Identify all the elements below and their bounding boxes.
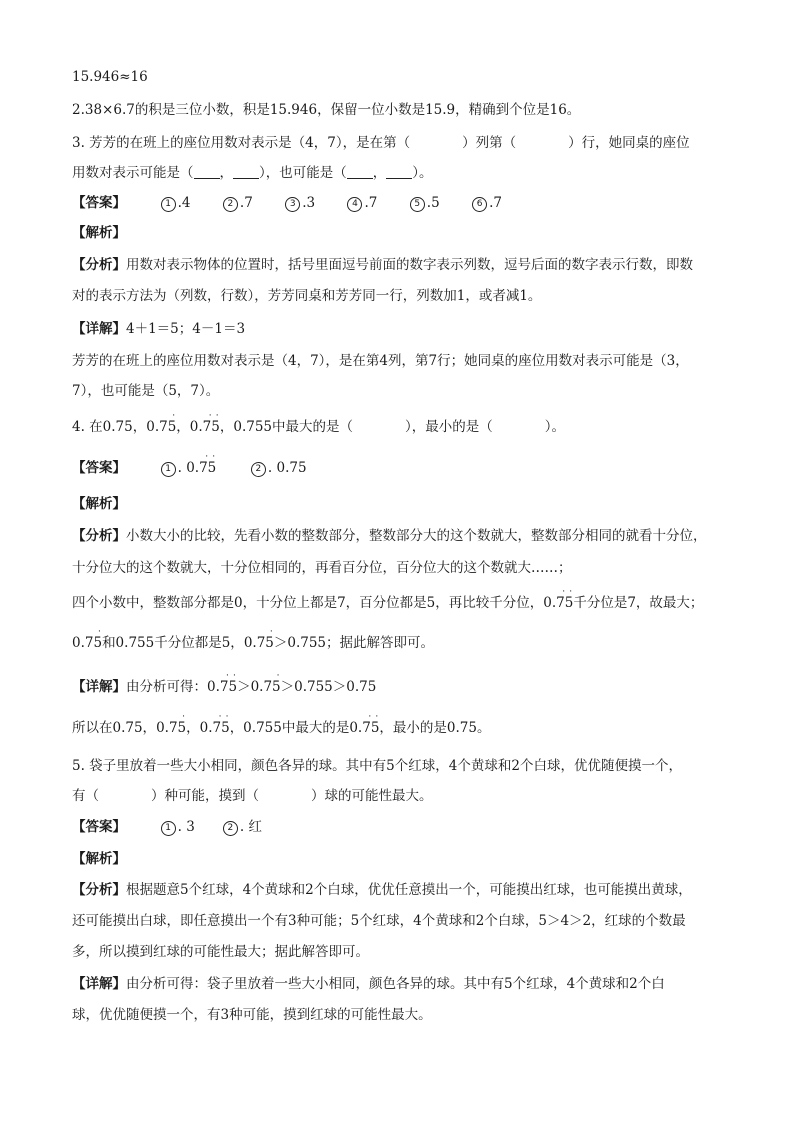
answer-value: 5 — [431, 195, 440, 211]
text-segment: ， — [186, 720, 200, 736]
text-segment: 由分析可得： — [126, 679, 207, 695]
detail-line: 7），也可能是（5，7）。 — [72, 383, 220, 399]
question-3 — [72, 134, 690, 152]
fenxi-tag: 【分析】 — [72, 882, 126, 898]
circled-number: 6 — [472, 197, 487, 212]
detail-line — [72, 320, 245, 338]
circled-number: 1 — [161, 197, 176, 212]
answer-value: 7 — [368, 195, 378, 211]
answer-value: 红 — [248, 819, 262, 835]
circled-number: 3 — [285, 197, 300, 212]
text-segment: 所以在0.75， — [72, 720, 157, 736]
repeating-decimal: 0.75 · · — [207, 671, 238, 695]
fenxi-tag: 【分析】 — [72, 528, 126, 544]
text-segment: ＞0.755＞0.75 — [280, 679, 377, 695]
analysis-line — [72, 881, 692, 899]
answer-value: 3 — [306, 195, 316, 211]
answer-value: 7 — [493, 195, 502, 211]
analysis-line — [72, 587, 704, 612]
text-segment: ），最小的是（ — [405, 419, 493, 435]
answer-blank — [347, 166, 373, 179]
text-segment: 小数大小的比较，先看小数的整数部分，整数部分大的这个数就大，整数部分相同的就看十分位， — [126, 528, 707, 544]
fenxi-tag: 【分析】 — [72, 257, 126, 273]
repeating-decimal: 0.75 · · — [189, 411, 220, 435]
text-segment: 根据题意5个红球，4个黄球和2个白球，优优任意摸出一个，可能摸出红球，也可能摸出黄球， — [126, 882, 692, 898]
question-5-line2 — [72, 787, 433, 805]
circled-number: 4 — [347, 197, 362, 212]
text-segment: ）列第（ — [462, 135, 517, 151]
repeating-decimal: 0.75 · · — [349, 712, 380, 736]
answer-tag: 【答案】 — [72, 195, 126, 211]
circled-number: 2 — [223, 821, 238, 836]
analysis-line: 还可能摸出白球，即任意摸出一个有3种可能；5个红球，4个黄球和2个白球，5＞4＞2，红球的个数最 — [72, 913, 686, 929]
answer-blank — [386, 166, 412, 179]
text-segment: ，0.755中最大的是 — [229, 720, 350, 736]
repeating-decimal: 0.75 · — [250, 671, 281, 695]
repeating-decimal: 0.75 · · — [543, 587, 574, 611]
analysis-line: 十分位大的这个数就大，十分位相同的，再看百分位，百分位大的这个数就大……； — [72, 560, 572, 576]
repeating-decimal: 0.75 · · — [186, 452, 217, 476]
answer-value: 7 — [244, 195, 253, 211]
text-segment: ）。 — [544, 419, 566, 435]
text-segment: 用数对表示物体的位置时，括号里面逗号前面的数字表示列数，逗号后面的数字表示行数，即数 — [126, 257, 693, 273]
answer-value: 4 — [181, 195, 191, 211]
detail-line — [72, 712, 491, 737]
text-segment: 4＋1＝5；4－1＝3 — [126, 321, 246, 337]
analysis-line — [72, 627, 435, 652]
analysis-tag: 【解析】 — [72, 851, 126, 867]
detail-line — [72, 671, 377, 696]
text-segment: 由分析可得：袋子里放着一些大小相同，颜色各异的球。其中有5个红球，4个黄球和2个白 — [126, 976, 665, 992]
text-segment: ＞ — [237, 679, 251, 695]
answer-row: 【答案】 1 .4 2 .7 3 .3 4 .7 5 .5 6 .7 — [72, 195, 502, 211]
text-segment: 四个小数中，整数部分都是0，十分位上都是7，百分位都是5，再比较千分位， — [72, 595, 544, 611]
text-segment: 和0.755千分位都是5， — [102, 635, 244, 651]
detail-line — [72, 975, 665, 993]
text-segment: 3. 芳芳的在班上的座位用数对表示是（4，7），是在第（ — [72, 135, 411, 151]
circled-number: 5 — [410, 197, 425, 212]
analysis-line — [72, 256, 693, 274]
text-segment: ）。 — [412, 165, 433, 181]
circled-number: 2 — [223, 197, 238, 212]
detail-line: 球，优优随便摸一个，有3种可能，摸到红球的可能性最大。 — [72, 1007, 432, 1023]
xiangjie-tag: 【详解】 — [72, 679, 126, 695]
repeating-decimal: 0.75 · · — [199, 712, 230, 736]
text-segment: 4. 在0.75， — [72, 419, 147, 435]
answer-value: 0.75 — [276, 460, 307, 476]
repeating-decimal: 0.75 · — [156, 712, 187, 736]
repeating-decimal: 0.75 · — [146, 411, 177, 435]
answer-blank — [233, 166, 259, 179]
text-segment: ）种可能，摸到（ — [151, 788, 259, 804]
repeating-decimal: 0.75 · — [72, 627, 103, 651]
answer-row: 【答案】 1 . 3 2 . 红 — [72, 819, 262, 835]
text-line: 2.38×6.7的积是三位小数，积是15.946，保留一位小数是15.9，精确到个位是16。 — [72, 102, 581, 118]
analysis-tag: 【解析】 — [72, 225, 126, 241]
circled-number: 1 — [161, 462, 176, 477]
text-segment: 有（ — [72, 788, 99, 804]
question-5: 5. 袋子里放着一些大小相同，颜色各异的球。其中有5个红球，4个黄球和2个白球，优优随便摸一个， — [72, 758, 682, 774]
question-4 — [72, 411, 566, 436]
analysis-line: 对的表示方法为（列数，行数），芳芳同桌和芳芳同一行，列数加1，或者减1。 — [72, 288, 542, 304]
detail-line: 芳芳的在班上的座位用数对表示是（4，7），是在第4列，第7行；她同桌的座位用数对表示可能是（3， — [72, 353, 689, 369]
answer-row: 【答案】 1 . 0.75 · · 2 . 0.75 — [72, 452, 307, 476]
analysis-line: 多，所以摸到红球的可能性最大；据此解答即可。 — [72, 944, 369, 960]
text-segment: ， — [176, 419, 190, 435]
circled-number: 1 — [161, 821, 176, 836]
question-3-line2 — [72, 164, 433, 182]
answer-value: 3 — [186, 819, 195, 835]
text-segment: 千分位是7，故最大； — [573, 595, 704, 611]
answer-tag: 【答案】 — [72, 819, 126, 835]
circled-number: 2 — [251, 462, 266, 477]
answer-blank — [194, 166, 220, 179]
answer-tag: 【答案】 — [72, 460, 126, 476]
text-segment: ＞0.755；据此解答即可。 — [273, 635, 435, 651]
text-segment: ，最小的是0.75。 — [379, 720, 491, 736]
analysis-line — [72, 527, 707, 545]
text-line: 15.946≈16 — [72, 69, 148, 85]
text-segment: ， — [219, 165, 233, 181]
xiangjie-tag: 【详解】 — [72, 976, 126, 992]
text-segment: 用数对表示可能是（ — [72, 165, 194, 181]
text-segment: ）球的可能性最大。 — [311, 788, 433, 804]
analysis-tag: 【解析】 — [72, 496, 126, 512]
text-segment: ， — [372, 165, 387, 181]
repeating-decimal: 0.75 · — [243, 627, 274, 651]
text-segment: ）行，她同桌的座位 — [568, 135, 690, 151]
text-segment: ，0.755中最大的是（ — [219, 419, 354, 435]
text-segment: ），也可能是（ — [259, 165, 347, 181]
xiangjie-tag: 【详解】 — [72, 321, 126, 337]
